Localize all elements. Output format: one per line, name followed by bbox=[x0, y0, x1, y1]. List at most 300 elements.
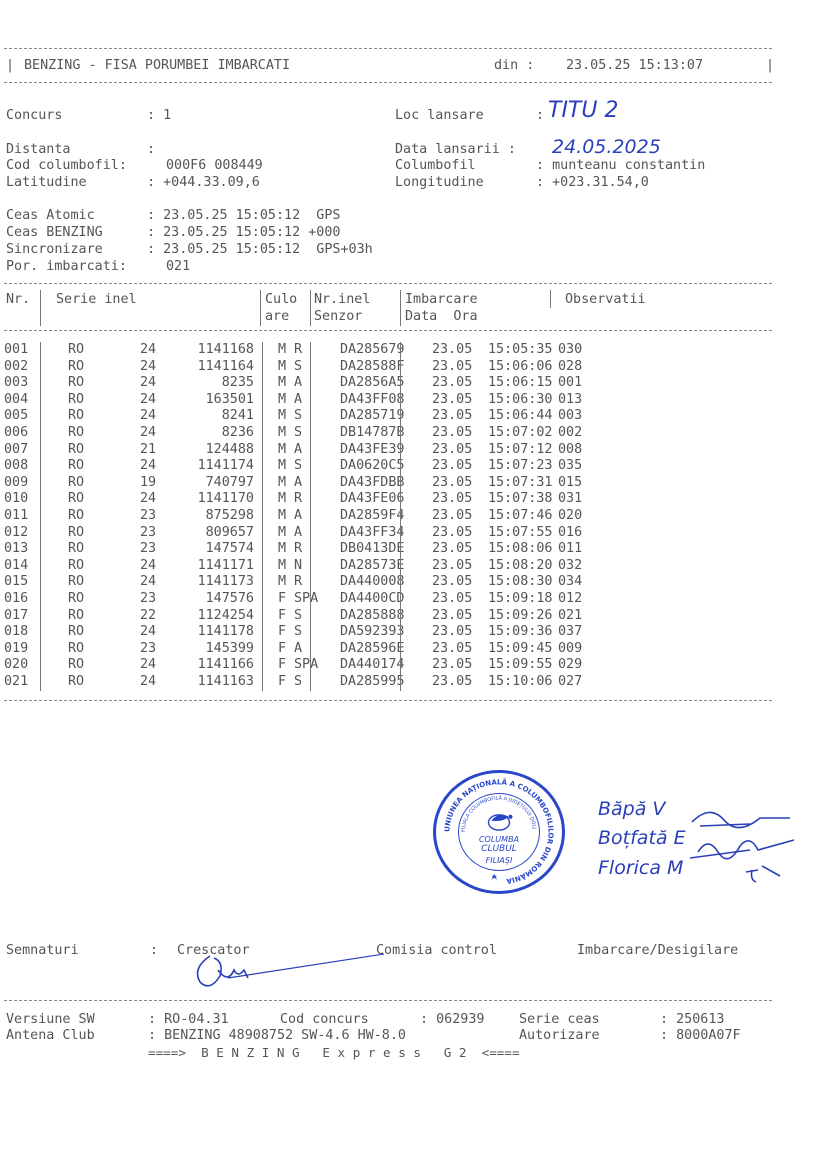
concurs-label: Concurs bbox=[6, 108, 63, 123]
rows-bar-4 bbox=[400, 342, 401, 691]
cell-observatii: 009 bbox=[558, 640, 583, 656]
data-lansarii-handwritten: 24.05.2025 bbox=[552, 136, 661, 158]
cell-an: 24 bbox=[140, 342, 157, 357]
club-stamp bbox=[433, 770, 565, 894]
col-header-nr: Nr. bbox=[6, 292, 31, 307]
cell-nr: 013 bbox=[4, 541, 29, 557]
cell-observatii: 012 bbox=[558, 590, 583, 606]
cell-nr-inel: 8236 bbox=[221, 424, 254, 440]
col-header-senzor: Senzor bbox=[314, 309, 363, 324]
cell-tara: RO bbox=[68, 590, 85, 606]
cell-sex: M bbox=[277, 474, 286, 490]
header-left-bar: | bbox=[6, 58, 15, 73]
cell-nr-inel: 124488 bbox=[205, 441, 254, 457]
rows-bar-2 bbox=[262, 342, 263, 691]
cell-culoare: S bbox=[294, 624, 303, 640]
table-row bbox=[4, 408, 598, 425]
cell-data: 23.05 bbox=[432, 640, 473, 656]
cell-an: 23 bbox=[140, 590, 157, 606]
cell-senzor: DA285995 bbox=[340, 673, 405, 689]
stamp-line-3: FILIAȘI bbox=[485, 856, 513, 865]
stamp-line-1: COLUMBA bbox=[478, 835, 520, 844]
cell-tara: RO bbox=[68, 657, 85, 673]
cell-observatii: 030 bbox=[558, 342, 583, 357]
cell-nr-inel: 147574 bbox=[205, 541, 254, 557]
cell-ora: 15:07:55 bbox=[488, 524, 553, 540]
cell-nr: 015 bbox=[4, 574, 29, 590]
cell-senzor: DA285679 bbox=[340, 342, 405, 357]
cell-culoare: A bbox=[294, 391, 303, 407]
loc-lansare-handwritten: TITU 2 bbox=[548, 98, 619, 123]
cell-data: 23.05 bbox=[432, 607, 473, 623]
cell-nr-inel: 1141170 bbox=[197, 491, 254, 507]
cell-senzor: DA440008 bbox=[340, 574, 405, 590]
cell-data: 23.05 bbox=[432, 474, 473, 490]
header-bar-1 bbox=[40, 290, 41, 326]
cell-senzor: DA28573E bbox=[340, 557, 405, 573]
cell-nr-inel: 1141178 bbox=[197, 624, 254, 640]
cell-ora: 15:06:15 bbox=[488, 375, 553, 391]
cell-nr: 011 bbox=[4, 507, 29, 523]
cell-nr-inel: 8241 bbox=[221, 408, 254, 424]
cell-tara: RO bbox=[68, 342, 85, 357]
header-right-bar: | bbox=[766, 58, 775, 73]
cell-senzor: DA2856A5 bbox=[340, 375, 405, 391]
cell-tara: RO bbox=[68, 607, 85, 623]
pigeon-rows bbox=[4, 342, 598, 690]
cell-ora: 15:07:38 bbox=[488, 491, 553, 507]
cell-nr-inel: 809657 bbox=[205, 524, 254, 540]
cell-observatii: 002 bbox=[558, 424, 583, 440]
cell-tara: RO bbox=[68, 474, 85, 490]
cell-ora: 15:09:26 bbox=[488, 607, 553, 623]
cell-ora: 15:09:18 bbox=[488, 590, 553, 606]
cell-senzor: DA28588F bbox=[340, 358, 405, 374]
cell-nr: 018 bbox=[4, 624, 29, 640]
cell-data: 23.05 bbox=[432, 391, 473, 407]
cell-culoare: A bbox=[294, 524, 303, 540]
cell-nr-inel: 1141174 bbox=[197, 458, 254, 474]
cell-nr: 010 bbox=[4, 491, 29, 507]
col-header-are: are bbox=[265, 309, 290, 324]
cell-senzor: DA4400CD bbox=[340, 590, 405, 606]
cell-sex: M bbox=[277, 424, 286, 440]
cell-nr-inel: 147576 bbox=[205, 590, 254, 606]
cell-nr: 003 bbox=[4, 375, 29, 391]
cell-sex: F bbox=[277, 673, 286, 689]
cell-an: 23 bbox=[140, 640, 157, 656]
header-bar-3 bbox=[310, 290, 311, 326]
cell-an: 24 bbox=[140, 424, 157, 440]
cell-ora: 15:08:30 bbox=[488, 574, 553, 590]
table-row bbox=[4, 475, 598, 492]
cell-culoare: A bbox=[294, 640, 303, 656]
cell-data: 23.05 bbox=[432, 524, 473, 540]
cell-data: 23.05 bbox=[432, 590, 473, 606]
header-bar-5 bbox=[550, 290, 551, 308]
cell-nr: 017 bbox=[4, 607, 29, 623]
cell-culoare: N bbox=[294, 557, 303, 573]
cell-sex: F bbox=[277, 590, 286, 606]
imbarcare-desigilare-label: Imbarcare/Desigilare bbox=[577, 943, 739, 958]
cell-culoare: S bbox=[294, 424, 303, 440]
header-top-rule bbox=[4, 48, 772, 49]
cell-sex: M bbox=[277, 541, 286, 557]
cell-tara: RO bbox=[68, 624, 85, 640]
commission-name-2: Boțfată E bbox=[598, 827, 686, 849]
cell-nr: 019 bbox=[4, 640, 29, 656]
cell-observatii: 015 bbox=[558, 474, 583, 490]
cod-concurs-value: : 062939 bbox=[420, 1012, 485, 1027]
cell-sex: M bbox=[277, 342, 286, 357]
document-title: BENZING - FISA PORUMBEI IMBARCATI bbox=[24, 58, 291, 73]
cell-nr-inel: 163501 bbox=[205, 391, 254, 407]
cell-observatii: 020 bbox=[558, 507, 583, 523]
table-row bbox=[4, 591, 598, 608]
porumbei-imbarcati-label: Por. imbarcati: bbox=[6, 259, 127, 274]
latitudine-value: : +044.33.09,6 bbox=[147, 175, 260, 190]
header-bar-2 bbox=[260, 290, 261, 326]
col-header-serie: Serie inel bbox=[56, 292, 137, 307]
header-date-value: 23.05.25 15:13:07 bbox=[566, 58, 704, 73]
cell-ora: 15:10:06 bbox=[488, 673, 553, 689]
cell-sex: M bbox=[277, 408, 286, 424]
antena-club-value: : BENZING 48908752 SW-4.6 HW-8.0 bbox=[148, 1028, 406, 1043]
comisia-control-label: Comisia control bbox=[376, 943, 497, 958]
table-row bbox=[4, 491, 598, 508]
cell-observatii: 028 bbox=[558, 358, 583, 374]
cell-senzor: DA43FDBB bbox=[340, 474, 405, 490]
cod-columbofil-label: Cod columbofil: bbox=[6, 158, 127, 173]
cell-sex: F bbox=[277, 657, 286, 673]
cell-sex: M bbox=[277, 524, 286, 540]
cell-data: 23.05 bbox=[432, 342, 473, 357]
cell-nr-inel: 740797 bbox=[205, 474, 254, 490]
cell-an: 21 bbox=[140, 441, 157, 457]
cod-concurs-label: Cod concurs bbox=[280, 1012, 369, 1027]
stamp-inner-text: FILIALA COLUMBOFILĂ A JUDEȚULUI DOLJ bbox=[460, 795, 538, 833]
commission-signature-scribbles bbox=[690, 800, 800, 890]
cell-ora: 15:06:06 bbox=[488, 358, 553, 374]
cell-sex: M bbox=[277, 458, 286, 474]
table-row bbox=[4, 674, 598, 691]
cell-nr-inel: 1141171 bbox=[197, 557, 254, 573]
table-row bbox=[4, 508, 598, 525]
cell-an: 23 bbox=[140, 524, 157, 540]
cell-nr-inel: 8235 bbox=[221, 375, 254, 391]
cell-tara: RO bbox=[68, 524, 85, 540]
cell-ora: 15:06:30 bbox=[488, 391, 553, 407]
distanta-value: : bbox=[147, 142, 156, 157]
autorizare-label: Autorizare bbox=[519, 1028, 600, 1043]
cell-data: 23.05 bbox=[432, 657, 473, 673]
cell-tara: RO bbox=[68, 673, 85, 689]
autorizare-value: : 8000A07F bbox=[660, 1028, 741, 1043]
cell-nr: 004 bbox=[4, 391, 29, 407]
cell-ora: 15:08:06 bbox=[488, 541, 553, 557]
col-header-observatii: Observatii bbox=[565, 292, 646, 307]
loc-lansare-label: Loc lansare bbox=[395, 108, 484, 123]
latitudine-label: Latitudine bbox=[6, 175, 87, 190]
ceas-atomic-value: : 23.05.25 15:05:12 GPS bbox=[147, 208, 341, 223]
cell-tara: RO bbox=[68, 408, 85, 424]
cell-nr: 016 bbox=[4, 590, 29, 606]
cell-an: 19 bbox=[140, 474, 157, 490]
cell-observatii: 001 bbox=[558, 375, 583, 391]
cell-tara: RO bbox=[68, 574, 85, 590]
serie-ceas-label: Serie ceas bbox=[519, 1012, 600, 1027]
cell-observatii: 021 bbox=[558, 607, 583, 623]
data-lansarii-label: Data lansarii : bbox=[395, 142, 516, 157]
cell-an: 23 bbox=[140, 541, 157, 557]
cell-data: 23.05 bbox=[432, 491, 473, 507]
cell-culoare: S bbox=[294, 458, 303, 474]
cell-nr: 002 bbox=[4, 358, 29, 374]
cell-nr: 006 bbox=[4, 424, 29, 440]
cell-tara: RO bbox=[68, 424, 85, 440]
cell-data: 23.05 bbox=[432, 441, 473, 457]
cell-sex: F bbox=[277, 640, 286, 656]
versiune-sw-value: : RO-04.31 bbox=[148, 1012, 229, 1027]
cell-nr-inel: 1141166 bbox=[197, 657, 254, 673]
cell-an: 24 bbox=[140, 408, 157, 424]
cell-nr: 012 bbox=[4, 524, 29, 540]
cell-an: 24 bbox=[140, 557, 157, 573]
cell-culoare: R bbox=[294, 541, 303, 557]
cell-observatii: 032 bbox=[558, 557, 583, 573]
sincronizare-label: Sincronizare bbox=[6, 242, 103, 257]
antena-club-label: Antena Club bbox=[6, 1028, 95, 1043]
versiune-sw-label: Versiune SW bbox=[6, 1012, 95, 1027]
cell-observatii: 035 bbox=[558, 458, 583, 474]
cod-columbofil-value: 000F6 008449 bbox=[166, 158, 263, 173]
cell-observatii: 008 bbox=[558, 441, 583, 457]
table-top-rule bbox=[4, 283, 772, 284]
cell-sex: M bbox=[277, 441, 286, 457]
cell-tara: RO bbox=[68, 458, 85, 474]
cell-senzor: DA285719 bbox=[340, 408, 405, 424]
serie-ceas-value: : 250613 bbox=[660, 1012, 725, 1027]
rows-bar-3 bbox=[310, 342, 311, 691]
cell-senzor: DA43FE39 bbox=[340, 441, 405, 457]
cell-tara: RO bbox=[68, 640, 85, 656]
crescator-signature bbox=[188, 948, 388, 994]
cell-sex: M bbox=[277, 375, 286, 391]
table-row bbox=[4, 375, 598, 392]
cell-culoare: S bbox=[294, 408, 303, 424]
cell-ora: 15:08:20 bbox=[488, 557, 553, 573]
table-bottom-rule bbox=[4, 700, 772, 701]
commission-name-3: Florica M bbox=[598, 857, 684, 879]
cell-data: 23.05 bbox=[432, 507, 473, 523]
cell-tara: RO bbox=[68, 507, 85, 523]
header-bar-4 bbox=[400, 290, 401, 326]
cell-sex: M bbox=[277, 391, 286, 407]
header-date-label: din : bbox=[494, 58, 535, 73]
table-row bbox=[4, 574, 598, 591]
cell-observatii: 037 bbox=[558, 624, 583, 640]
cell-an: 24 bbox=[140, 574, 157, 590]
table-row bbox=[4, 359, 598, 376]
ceas-benzing-label: Ceas BENZING bbox=[6, 225, 103, 240]
stamp-outer-text: UNIUNEA NAȚIONALĂ A COLUMBOFILILOR DIN ROMÂNIA bbox=[442, 777, 556, 887]
semnaturi-label: Semnaturi bbox=[6, 943, 79, 958]
footer-rule bbox=[4, 1000, 772, 1001]
cell-senzor: DA592393 bbox=[340, 624, 405, 640]
cell-nr-inel: 1141164 bbox=[197, 358, 254, 374]
table-row bbox=[4, 624, 598, 641]
longitudine-label: Longitudine bbox=[395, 175, 484, 190]
cell-culoare: R bbox=[294, 342, 303, 357]
cell-culoare: R bbox=[294, 574, 303, 590]
cell-senzor: DB14787B bbox=[340, 424, 405, 440]
cell-observatii: 003 bbox=[558, 408, 583, 424]
cell-ora: 15:07:02 bbox=[488, 424, 553, 440]
cell-ora: 15:07:46 bbox=[488, 507, 553, 523]
columbofil-label: Columbofil bbox=[395, 158, 476, 173]
cell-an: 22 bbox=[140, 607, 157, 623]
cell-an: 24 bbox=[140, 491, 157, 507]
cell-nr-inel: 875298 bbox=[205, 507, 254, 523]
cell-data: 23.05 bbox=[432, 408, 473, 424]
cell-data: 23.05 bbox=[432, 458, 473, 474]
table-row bbox=[4, 608, 598, 625]
cell-ora: 15:09:36 bbox=[488, 624, 553, 640]
cell-sex: M bbox=[277, 574, 286, 590]
commission-name-1: Băpă V bbox=[598, 798, 666, 820]
cell-sex: M bbox=[277, 557, 286, 573]
header-bottom-rule bbox=[4, 82, 772, 83]
cell-tara: RO bbox=[68, 491, 85, 507]
cell-data: 23.05 bbox=[432, 424, 473, 440]
cell-an: 23 bbox=[140, 507, 157, 523]
cell-an: 24 bbox=[140, 657, 157, 673]
cell-senzor: DA43FF34 bbox=[340, 524, 405, 540]
cell-ora: 15:07:12 bbox=[488, 441, 553, 457]
cell-culoare: SPA bbox=[294, 657, 319, 673]
longitudine-value: : +023.31.54,0 bbox=[536, 175, 649, 190]
ceas-atomic-label: Ceas Atomic bbox=[6, 208, 95, 223]
cell-sex: F bbox=[277, 624, 286, 640]
rows-bar-1 bbox=[40, 342, 41, 691]
cell-an: 24 bbox=[140, 624, 157, 640]
cell-nr: 020 bbox=[4, 657, 29, 673]
cell-data: 23.05 bbox=[432, 375, 473, 391]
cell-culoare: S bbox=[294, 358, 303, 374]
cell-an: 24 bbox=[140, 358, 157, 374]
cell-nr-inel: 1124254 bbox=[197, 607, 254, 623]
cell-nr-inel: 1141168 bbox=[197, 342, 254, 357]
cell-senzor: DA0620C5 bbox=[340, 458, 405, 474]
cell-observatii: 031 bbox=[558, 491, 583, 507]
cell-sex: M bbox=[277, 507, 286, 523]
cell-tara: RO bbox=[68, 441, 85, 457]
cell-an: 24 bbox=[140, 391, 157, 407]
col-header-culo: Culo bbox=[265, 292, 298, 307]
cell-an: 24 bbox=[140, 458, 157, 474]
cell-culoare: S bbox=[294, 673, 303, 689]
cell-tara: RO bbox=[68, 391, 85, 407]
cell-culoare: A bbox=[294, 507, 303, 523]
concurs-value: : 1 bbox=[147, 108, 172, 123]
distanta-label: Distanta bbox=[6, 142, 71, 157]
stamp-line-2: CLUBUL bbox=[481, 844, 517, 854]
cell-ora: 15:09:45 bbox=[488, 640, 553, 656]
table-row bbox=[4, 458, 598, 475]
cell-data: 23.05 bbox=[432, 673, 473, 689]
cell-data: 23.05 bbox=[432, 574, 473, 590]
cell-culoare: S bbox=[294, 607, 303, 623]
cell-nr-inel: 1141163 bbox=[197, 673, 254, 689]
cell-nr: 009 bbox=[4, 474, 29, 490]
ceas-benzing-value: : 23.05.25 15:05:12 +000 bbox=[147, 225, 341, 240]
cell-nr-inel: 145399 bbox=[205, 640, 254, 656]
table-row bbox=[4, 525, 598, 542]
cell-culoare: SPA bbox=[294, 590, 319, 606]
semnaturi-colon: : bbox=[150, 943, 159, 958]
cell-tara: RO bbox=[68, 358, 85, 374]
cell-ora: 15:06:44 bbox=[488, 408, 553, 424]
cell-an: 24 bbox=[140, 673, 157, 689]
table-row bbox=[4, 442, 598, 459]
cell-senzor: DA28596E bbox=[340, 640, 405, 656]
crescator-label: Crescator bbox=[177, 943, 250, 958]
cell-observatii: 029 bbox=[558, 657, 583, 673]
table-row bbox=[4, 541, 598, 558]
col-header-data-ora: Data Ora bbox=[405, 309, 478, 324]
table-row bbox=[4, 657, 598, 674]
benzing-banner: ====> B E N Z I N G E x p r e s s G 2 <==== bbox=[148, 1045, 520, 1060]
cell-tara: RO bbox=[68, 557, 85, 573]
sincronizare-value: : 23.05.25 15:05:12 GPS+03h bbox=[147, 242, 373, 257]
cell-culoare: A bbox=[294, 441, 303, 457]
cell-senzor: DA43FE06 bbox=[340, 491, 405, 507]
table-row bbox=[4, 392, 598, 409]
cell-ora: 15:07:23 bbox=[488, 458, 553, 474]
cell-nr: 014 bbox=[4, 557, 29, 573]
cell-ora: 15:07:31 bbox=[488, 474, 553, 490]
cell-nr: 005 bbox=[4, 408, 29, 424]
cell-observatii: 027 bbox=[558, 673, 583, 689]
cell-an: 24 bbox=[140, 375, 157, 391]
cell-ora: 15:05:35 bbox=[488, 342, 553, 357]
cell-senzor: DB0413DE bbox=[340, 541, 405, 557]
col-header-nrinel: Nr.inel bbox=[314, 292, 371, 307]
cell-observatii: 013 bbox=[558, 391, 583, 407]
cell-observatii: 011 bbox=[558, 541, 583, 557]
table-row bbox=[4, 558, 598, 575]
cell-nr: 021 bbox=[4, 673, 29, 689]
cell-senzor: DA440174 bbox=[340, 657, 405, 673]
loc-lansare-colon: : bbox=[536, 108, 545, 123]
cell-data: 23.05 bbox=[432, 358, 473, 374]
star-icon bbox=[491, 874, 497, 880]
cell-data: 23.05 bbox=[432, 541, 473, 557]
cell-observatii: 034 bbox=[558, 574, 583, 590]
cell-nr: 007 bbox=[4, 441, 29, 457]
table-row bbox=[4, 342, 598, 359]
cell-observatii: 016 bbox=[558, 524, 583, 540]
cell-culoare: A bbox=[294, 375, 303, 391]
cell-nr: 001 bbox=[4, 342, 29, 357]
cell-nr: 008 bbox=[4, 458, 29, 474]
cell-senzor: DA43FF08 bbox=[340, 391, 405, 407]
cell-senzor: DA285888 bbox=[340, 607, 405, 623]
cell-culoare: R bbox=[294, 491, 303, 507]
cell-senzor: DA2859F4 bbox=[340, 507, 405, 523]
table-row bbox=[4, 641, 598, 658]
cell-tara: RO bbox=[68, 375, 85, 391]
